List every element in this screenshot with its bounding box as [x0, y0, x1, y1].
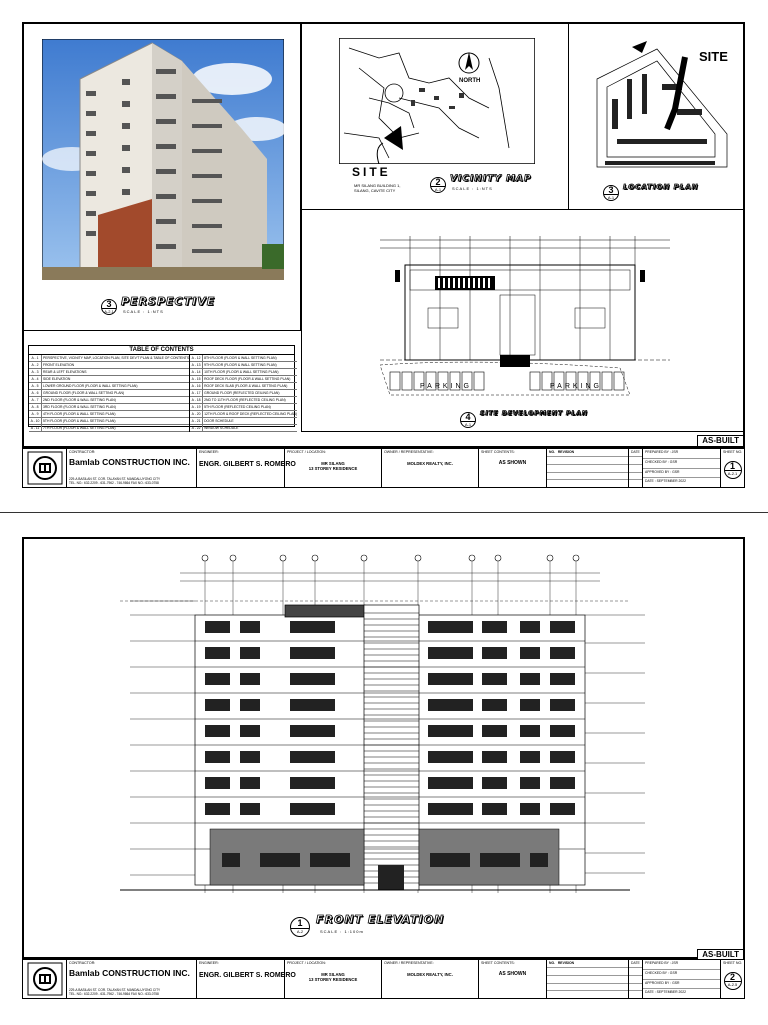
- perspective-title: PERSPECTIVE: [121, 295, 216, 308]
- toc-row: A - 6 GROUND FLOOR (FLOOR & WALL SETTING PLAN): [29, 390, 189, 397]
- title-block: [22, 448, 745, 488]
- project-cell: PROJECT / LOCATION: MR SILANG 13 STOREY RESIDENCE: [285, 449, 382, 487]
- drawing-sheet-1: [0, 0, 768, 512]
- toc-row: A - 16 ROOF DECK SLAB (FLOOR & WALL SETTING PLAN): [190, 383, 297, 390]
- site-development-drawing: [380, 230, 670, 410]
- toc-row: A - 8 3RD FLOOR (FLOOR & WALL SETTING PLAN): [29, 404, 189, 411]
- as-built-stamp: AS-BUILT: [697, 435, 744, 447]
- owner-cell: OWNER / REPRESENTATIVE: MOLDEX REALTY, INC.: [382, 960, 479, 998]
- toc-row: A - 13 9TH FLOOR (FLOOR & WALL SETTING PLAN): [190, 362, 297, 369]
- prepared-cell: PREPARED BY : JSR CHECKED BY : GSR APPROVED BY : GSR DATE : SEPTEMBER 2022: [643, 449, 721, 487]
- project-cell: PROJECT / LOCATION: MR SILANG 13 STOREY RESIDENCE: [285, 960, 382, 998]
- contractor-logo: [23, 449, 67, 487]
- toc-row: A - 4 SIDE ELEVATION: [29, 376, 189, 383]
- toc-row: A - 21 DOOR SCHEDULE: [190, 418, 297, 425]
- contractor-address: 229-A BASILAN ST. COR. TALAYAN ST. MANDALUYONG CITY TEL. NO.: 632-2209 - 631-7962 - 746-9864 FAX NO.: 633-0758: [69, 477, 161, 485]
- toc-row: A - 14 10TH FLOOR (FLOOR & WALL SETTING PLAN): [190, 369, 297, 376]
- perspective-panel: [22, 22, 301, 331]
- vicinity-map-drawing: [339, 38, 535, 164]
- sheet-number-cell: SHEET NO. 1 A-2.1: [721, 449, 744, 487]
- toc-row: A - 20 12TH FLOOR & ROOF DECK (REFLECTED CEILING PLAN): [191, 412, 297, 416]
- drawing-sheet-2: 1 A-2 FRONT ELEVATION SCALE : 1:100m AS-BUILT CONTRACTOR: Bamlab CONSTRUCTION INC. 229-A BASILAN ST. COR. TALAYAN ST. MANDALUYONG CITY TEL. NO.: 632-2209 - 631-7962 - 746-9864 FAX NO.: 633-0758 ENGINEER: ENGR. GILBERT S. ROMERO PROJECT / LOCATION: MR SILANG 13 STOREY RESIDENCE OWNER / REPRESENTATIVE: MOLDEX REALTY, INC. SHEET CONTENTS: AS SHOWN NO. REVISION DATE PREPARED BY : JSR CHECKED BY : GSR APPROVED BY : GSR DATE : SEPTEMBER 2022 SHEET NO. 2 A-2.5: [0, 512, 768, 1025]
- view-number-badge: 3 A-2.1: [101, 299, 117, 315]
- location-site-label: SITE: [699, 49, 728, 64]
- date-cell: DATE: [629, 960, 643, 998]
- engineer-cell: ENGINEER: ENGR. GILBERT S. ROMERO: [197, 449, 285, 487]
- toc-row: A - 10 5TH FLOOR (FLOOR & WALL SETTING PLAN): [29, 418, 189, 425]
- toc-row: A - 5 LOWER GROUND FLOOR (FLOOR & WALL SETTING PLAN): [29, 383, 189, 390]
- location-plan-drawing: [587, 39, 737, 169]
- vicinity-site-label: SITE: [352, 165, 391, 179]
- toc-row: A - 3 REAR & LEFT ELEVATIONS: [29, 369, 189, 376]
- toc-row: A - 19 5TH FLOOR (REFLECTED CEILING PLAN): [190, 404, 297, 411]
- perspective-scale: SCALE : 1:NTS: [123, 309, 164, 314]
- toc-row: A - 7 2ND FLOOR (FLOOR & WALL SETTING PLAN): [29, 397, 189, 404]
- toc-left-column: [29, 355, 190, 432]
- vicinity-address: MR SILANG BUILDING 1, SILANG, CAVITE CITY: [354, 183, 401, 193]
- contractor-cell: CONTRACTOR: Bamlab CONSTRUCTION INC. 229-A BASILAN ST. COR. TALAYAN ST. MANDALUYONG CITY TEL. NO.: 632-2209 - 631-7962 - 746-9864 FAX NO.: 633-0758: [67, 449, 197, 487]
- toc-right-column: [190, 355, 297, 432]
- sheet-contents-cell: SHEET CONTENTS: AS SHOWN: [479, 449, 547, 487]
- toc-row: A - 17 GROUND FLOOR (REFLECTED CEILING PLAN): [190, 390, 297, 397]
- owner-cell: OWNER / REPRESENTATIVE: MOLDEX REALTY, INC.: [382, 449, 479, 487]
- front-elevation-title: FRONT ELEVATION: [316, 913, 445, 926]
- vicinity-map-panel: NORTH SITE MR SILANG BUILDING 1, SILANG, CAVITE CITY 2 A-1 VICINITY MAP SCALE : 1:NTS: [301, 22, 569, 210]
- contractor-cell: CONTRACTOR: Bamlab CONSTRUCTION INC. 229-A BASILAN ST. COR. TALAYAN ST. MANDALUYONG CITY TEL. NO.: 632-2209 - 631-7962 - 746-9864 FAX NO.: 633-0758: [67, 960, 197, 998]
- toc-row: A - 9 4TH FLOOR (FLOOR & WALL SETTING PLAN): [29, 411, 189, 418]
- perspective-render: [42, 39, 284, 280]
- location-title: LOCATION PLAN: [623, 183, 699, 191]
- toc-row: A - 11 7TH FLOOR (FLOOR & WALL SETTING PLAN): [29, 425, 189, 432]
- prepared-cell: PREPARED BY : JSR CHECKED BY : GSR APPROVED BY : GSR DATE : SEPTEMBER 2022: [643, 960, 721, 998]
- sheet-number-cell: SHEET NO. 2 A-2.5: [721, 960, 744, 998]
- parking-label-left: PARKING: [420, 383, 472, 390]
- engineer-cell: ENGINEER: ENGR. GILBERT S. ROMERO: [197, 960, 285, 998]
- date-cell: DATE: [629, 449, 643, 487]
- toc-row: A - 1 PERSPECTIVE, VICINITY MAP, LOCATION PLAN, SITE DEV'T PLAN & TABLE OF CONTENTS: [29, 355, 189, 362]
- front-elevation-scale: SCALE : 1:100m: [320, 929, 364, 934]
- contractor-address: 229-A BASILAN ST. COR. TALAYAN ST. MANDALUYONG CITY TEL. NO.: 632-2209 - 631-7962 - 746-9864 FAX NO.: 633-0758: [69, 988, 161, 996]
- toc-title: TABLE OF CONTENTS: [29, 346, 294, 355]
- vicinity-title: VICINITY MAP: [450, 174, 532, 184]
- location-plan-panel: SITE 3 A-1 LOCATION PLAN: [568, 22, 745, 210]
- as-built-stamp: AS-BUILT: [697, 949, 744, 961]
- contractor-logo: [23, 960, 67, 998]
- front-elevation-drawing: [110, 553, 650, 913]
- table-of-contents: [28, 345, 297, 430]
- toc-row: A - 15 ROOF DECK FLOOR (FLOOR & WALL SETTING PLAN): [190, 376, 297, 383]
- toc-row: A - 22 WINDOW SCHEDULE: [190, 425, 297, 432]
- site-dev-title: SITE DEVELOPMENT PLAN: [480, 410, 588, 417]
- site-development-panel: PARKING PARKING 4 A-1 SITE DEVELOPMENT PLAN: [301, 209, 745, 432]
- sheet-contents-cell: SHEET CONTENTS: AS SHOWN: [479, 960, 547, 998]
- toc-row: A - 2 FRONT ELEVATION: [29, 362, 189, 369]
- parking-label-right: PARKING: [550, 383, 602, 390]
- revision-cell: NO. REVISION: [547, 960, 629, 998]
- toc-row: A - 12 8TH FLOOR (FLOOR & WALL SETTING PLAN): [190, 355, 297, 362]
- title-block: [22, 959, 745, 999]
- toc-row: A - 18 2ND TO 11TH FLOOR (REFLECTED CEILING PLAN): [190, 397, 297, 404]
- revision-cell: NO. REVISION: [547, 449, 629, 487]
- north-label: NORTH: [459, 78, 481, 84]
